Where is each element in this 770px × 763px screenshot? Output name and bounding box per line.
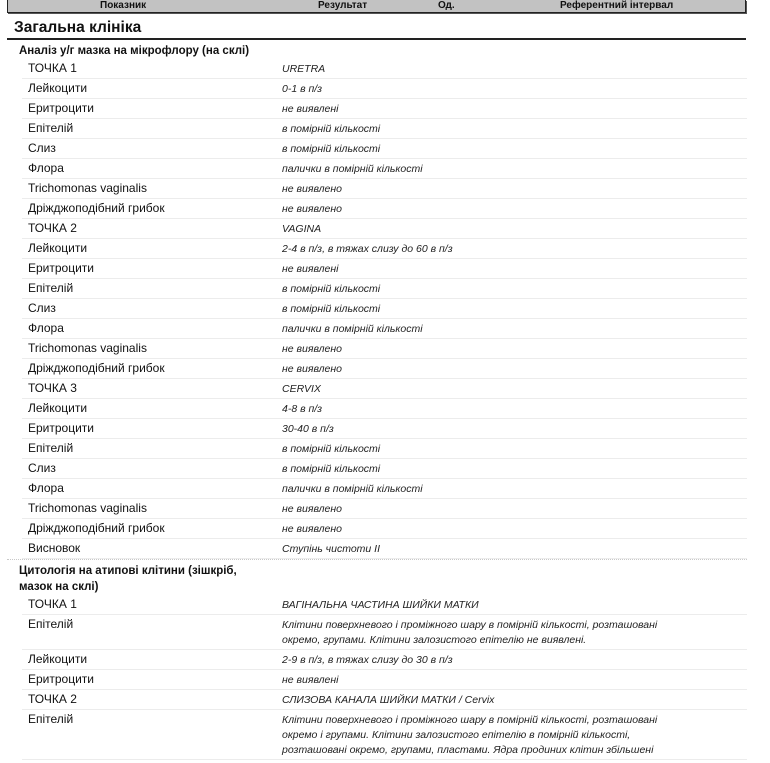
result-value: CERVIX xyxy=(282,383,321,395)
result-value: в помірній кількості xyxy=(282,443,381,455)
indicator-label: Епітелій xyxy=(28,281,74,295)
result-value: ВАГІНАЛЬНА ЧАСТИНА ШИЙКИ МАТКИ xyxy=(282,599,479,611)
table-row xyxy=(22,595,747,615)
table-row xyxy=(22,690,747,710)
table-row xyxy=(22,299,747,319)
column-header-unit: Од. xyxy=(438,0,455,11)
table-row xyxy=(22,499,747,519)
indicator-label: Слиз xyxy=(28,141,56,155)
table-header xyxy=(7,0,746,13)
table-row xyxy=(22,239,747,259)
table-row xyxy=(22,419,747,439)
indicator-label: Епітелій xyxy=(28,441,74,455)
table-row xyxy=(22,615,747,650)
indicator-label: Слиз xyxy=(28,301,56,315)
indicator-label: Лейкоцити xyxy=(28,81,88,95)
result-value: Клітини поверхневого і проміжного шару в помірній кількості, розташовані окремо і групами. Клітини залозистого епітелію в помірній кількості, розташовані окремо, групами, пластами. Ядра продиних клітин збільшені xyxy=(282,714,658,756)
table-row xyxy=(22,710,747,760)
result-value: палички в помірній кількості xyxy=(282,323,423,335)
table-row xyxy=(22,539,747,559)
result-value: 30-40 в п/з xyxy=(282,423,334,435)
indicator-label: Trichomonas vaginalis xyxy=(28,341,147,355)
indicator-label: Епітелій xyxy=(28,712,74,726)
result-value: в помірній кількості xyxy=(282,143,381,155)
result-value: в помірній кількості xyxy=(282,283,381,295)
result-value: в помірній кількості xyxy=(282,123,381,135)
table-row xyxy=(22,479,747,499)
table-row xyxy=(22,219,747,239)
indicator-label: Еритроцити xyxy=(28,101,94,115)
indicator-label: ТОЧКА 1 xyxy=(28,61,77,75)
table-row xyxy=(22,319,747,339)
table-row xyxy=(22,670,747,690)
result-value: VAGINA xyxy=(282,223,322,235)
table-row xyxy=(22,650,747,670)
result-value: не виявлені xyxy=(282,103,339,115)
table-row xyxy=(22,119,747,139)
indicator-label: Епітелій xyxy=(28,121,74,135)
indicator-label: ТОЧКА 1 xyxy=(28,597,77,611)
indicator-label: Trichomonas vaginalis xyxy=(28,501,147,515)
column-header-result: Результат xyxy=(318,0,368,11)
microflora-results xyxy=(22,59,747,559)
table-row xyxy=(22,459,747,479)
indicator-label: Лейкоцити xyxy=(28,401,88,415)
table-row xyxy=(22,339,747,359)
result-value: 2-9 в п/з, в тяжах слизу до 30 в п/з xyxy=(282,654,453,666)
group-title-line: мазок на склі) xyxy=(19,581,99,593)
table-row xyxy=(22,519,747,539)
indicator-label: Флора xyxy=(28,481,64,495)
group-title-cytology xyxy=(19,560,770,595)
indicator-label: Еритроцити xyxy=(28,421,94,435)
table-row xyxy=(22,279,747,299)
table-row xyxy=(22,79,747,99)
table-row xyxy=(22,199,747,219)
indicator-label: ТОЧКА 3 xyxy=(28,381,77,395)
result-value: в помірній кількості xyxy=(282,463,381,475)
indicator-label: Дріжджоподібний грибок xyxy=(28,361,165,375)
table-row xyxy=(22,159,747,179)
indicator-label: Слиз xyxy=(28,461,56,475)
cytology-results xyxy=(22,595,747,760)
indicator-label: Флора xyxy=(28,161,64,175)
table-row xyxy=(22,399,747,419)
table-row xyxy=(22,59,747,79)
table-row xyxy=(22,139,747,159)
indicator-label: Дріжджоподібний грибок xyxy=(28,521,165,535)
column-header-reference: Референтний інтервал xyxy=(560,0,674,11)
result-value: не виявлено xyxy=(282,183,342,195)
group-title-line: Цитологія на атипові клітини (зішкріб, xyxy=(19,565,237,577)
indicator-label: Флора xyxy=(28,321,64,335)
result-value: не виявлено xyxy=(282,503,342,515)
result-value: Клітини поверхневого і проміжного шару в помірній кількості, розташовані окремо, групами. Клітини залозистого епітелію не виявлені. xyxy=(282,619,658,646)
result-value: 4-8 в п/з xyxy=(282,403,323,415)
result-value: не виявлені xyxy=(282,263,339,275)
table-row xyxy=(22,179,747,199)
result-value: СЛИЗОВА КАНАЛА ШИЙКИ МАТКИ / Cervix xyxy=(282,694,495,706)
indicator-label: Лейкоцити xyxy=(28,241,88,255)
result-value: 0-1 в п/з xyxy=(282,83,323,95)
result-value: палички в помірній кількості xyxy=(282,163,423,175)
indicator-label: ТОЧКА 2 xyxy=(28,221,77,235)
indicator-label: Висновок xyxy=(28,541,81,555)
result-value: не виявлені xyxy=(282,674,339,686)
result-value: не виявлено xyxy=(282,523,342,535)
result-value: Ступінь чистоти II xyxy=(282,543,381,555)
indicator-label: Лейкоцити xyxy=(28,652,88,666)
indicator-label: Епітелій xyxy=(28,617,74,631)
indicator-label: Дріжджоподібний грибок xyxy=(28,201,165,215)
indicator-label: Еритроцити xyxy=(28,261,94,275)
result-value: не виявлено xyxy=(282,363,342,375)
table-row xyxy=(22,379,747,399)
result-value: URETRA xyxy=(282,63,326,75)
indicator-label: Еритроцити xyxy=(28,672,94,686)
result-value: в помірній кількості xyxy=(282,303,381,315)
indicator-label: ТОЧКА 2 xyxy=(28,692,77,706)
result-value: не виявлено xyxy=(282,203,342,215)
group-title-microflora: Аналіз у/г мазка на мікрофлору (на склі) xyxy=(19,45,250,57)
table-row xyxy=(22,359,747,379)
column-header-indicator: Показник xyxy=(100,0,147,11)
table-row xyxy=(22,259,747,279)
result-value: палички в помірній кількості xyxy=(282,483,423,495)
table-row xyxy=(22,99,747,119)
section-title: Загальна клініка xyxy=(14,19,142,36)
result-value: не виявлено xyxy=(282,343,342,355)
result-value: 2-4 в п/з, в тяжах слизу до 60 в п/з xyxy=(282,243,453,255)
indicator-label: Trichomonas vaginalis xyxy=(28,181,147,195)
table-row xyxy=(22,439,747,459)
